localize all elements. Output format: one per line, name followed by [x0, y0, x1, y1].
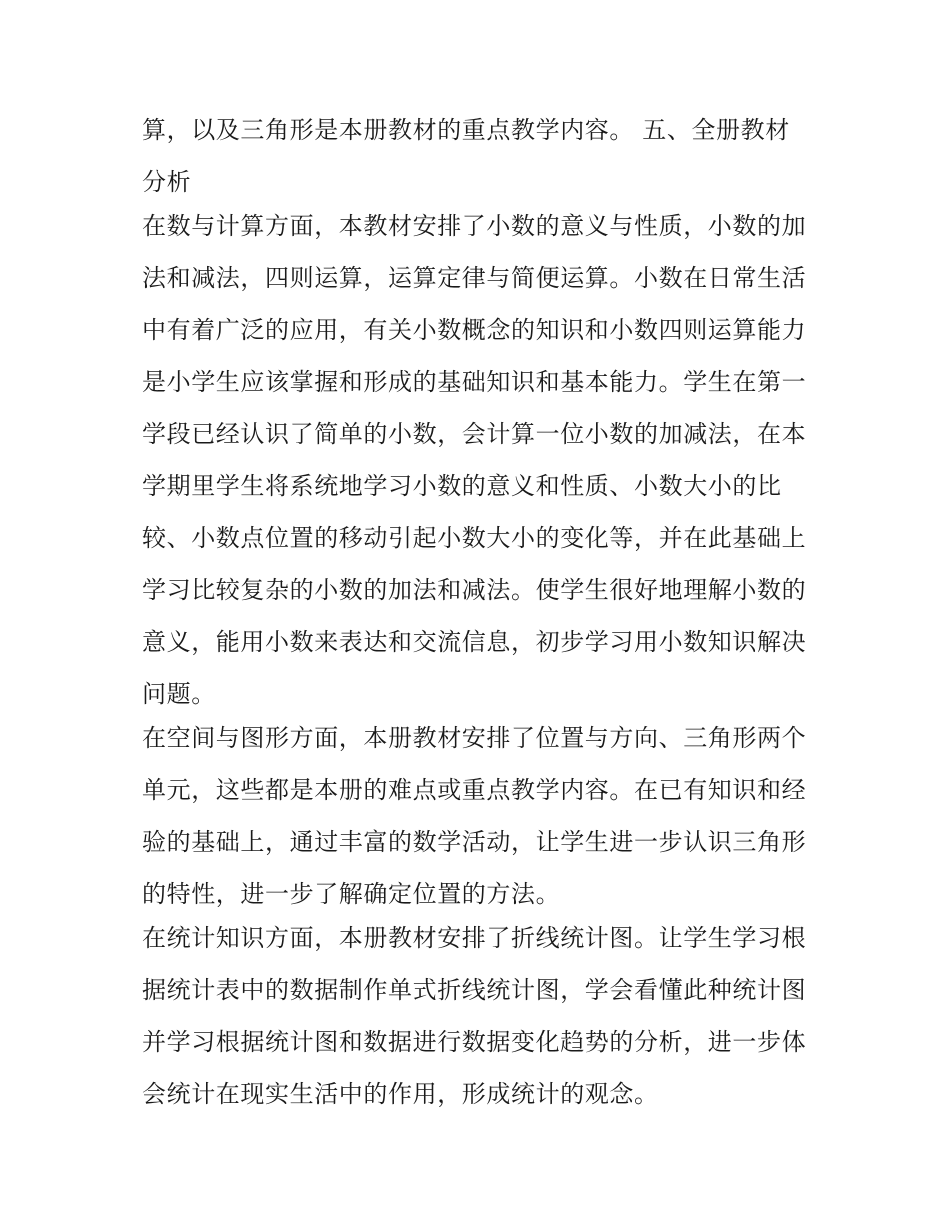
text-line: 意义，能用小数来表达和交流信息，初步学习用小数知识解决: [142, 628, 807, 656]
text-line: 是小学生应该掌握和形成的基础知识和基本能力。学生在第一: [142, 368, 807, 396]
text-line: 分析: [142, 168, 192, 196]
text-line: 在空间与图形方面，本册教材安排了位置与方向、三角形两个: [142, 724, 807, 752]
text-line: 学段已经认识了简单的小数，会计算一位小数的加减法，在本: [142, 420, 807, 448]
text-line: 验的基础上，通过丰富的数学活动，让学生进一步认识三角形: [142, 828, 807, 856]
text-line: 单元，这些都是本册的难点或重点教学内容。在已有知识和经: [142, 776, 807, 804]
text-line: 并学习根据统计图和数据进行数据变化趋势的分析，进一步体: [142, 1028, 807, 1056]
body-text: [142, 108, 822, 1124]
text-line: 在统计知识方面，本册教材安排了折线统计图。让学生学习根: [142, 924, 807, 952]
text-line: 会统计在现实生活中的作用，形成统计的观念。: [142, 1080, 659, 1108]
text-line: 的特性，进一步了解确定位置的方法。: [142, 880, 561, 908]
text-line: 学习比较复杂的小数的加法和减法。使学生很好地理解小数的: [142, 576, 807, 604]
text-line: 中有着广泛的应用，有关小数概念的知识和小数四则运算能力: [142, 316, 807, 344]
text-line: 较、小数点位置的移动引起小数大小的变化等，并在此基础上: [142, 524, 807, 552]
text-line: 在数与计算方面，本教材安排了小数的意义与性质，小数的加: [142, 212, 807, 240]
text-line: 据统计表中的数据制作单式折线统计图，学会看懂此种统计图: [142, 976, 807, 1004]
text-line: 学期里学生将系统地学习小数的意义和性质、小数大小的比: [142, 472, 782, 500]
text-line: 问题。: [142, 680, 216, 708]
text-line: 法和减法，四则运算，运算定律与简便运算。小数在日常生活: [142, 264, 807, 292]
text-line: 算，以及三角形是本册教材的重点教学内容。 五、全册教材: [142, 116, 790, 144]
